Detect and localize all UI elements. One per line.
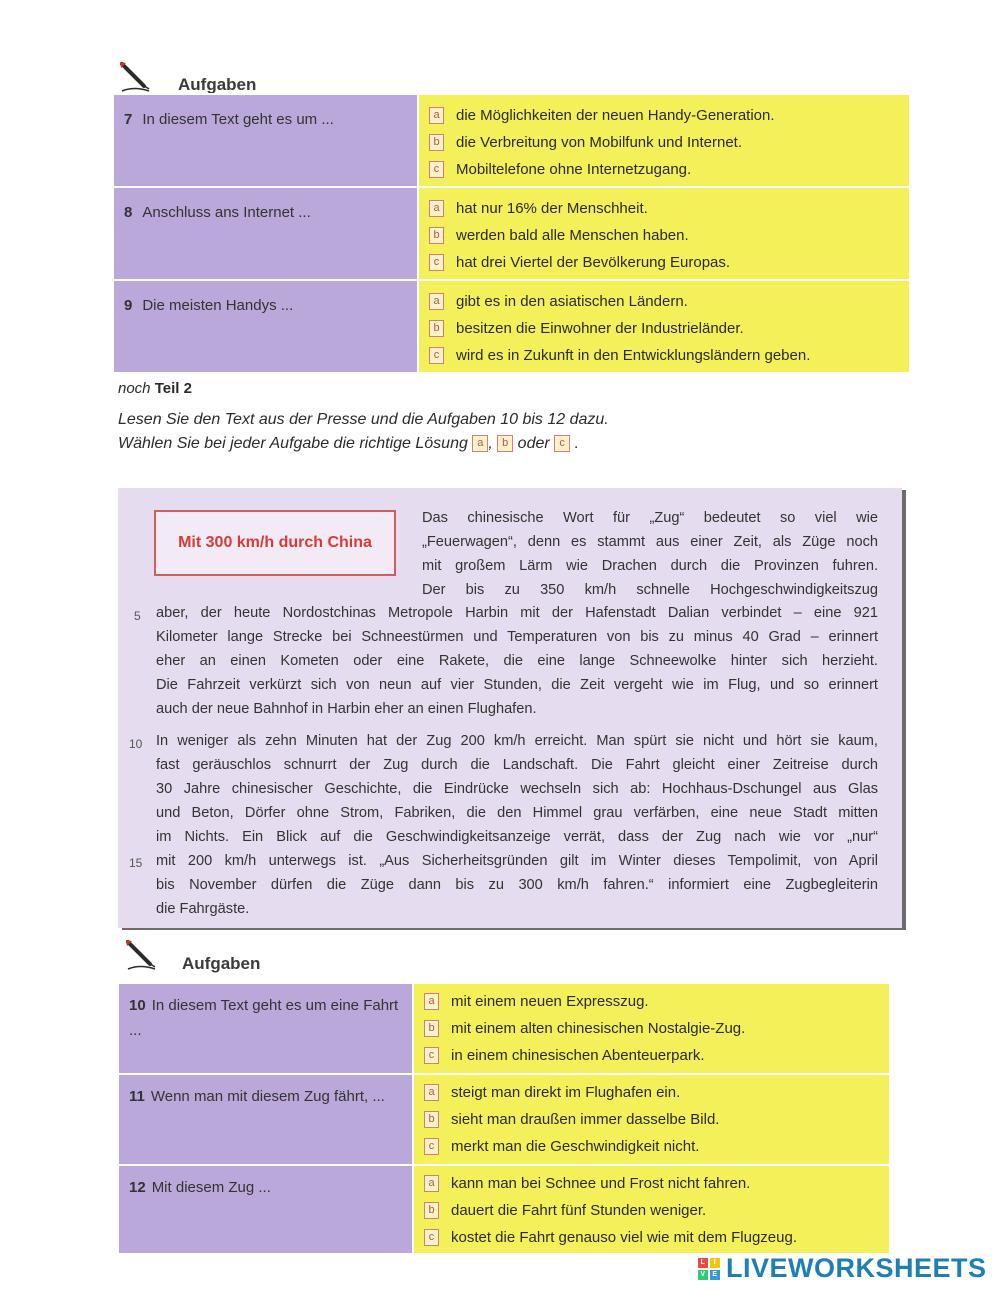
- option-a[interactable]: [429, 195, 899, 222]
- options-cell: [413, 1074, 890, 1165]
- inline-box-a: a: [472, 435, 488, 452]
- instructions-line2: [118, 432, 609, 456]
- teil-label: [118, 380, 192, 397]
- options-cell: [413, 983, 890, 1074]
- option-letter-box[interactable]: b: [429, 227, 444, 244]
- question-text: Anschluss ans Internet ...: [142, 204, 311, 221]
- article-line: aber, der heute Nordostchinas Metropole Harbin mit der Hafenstadt Dalian verbindet – eine 921: [156, 605, 878, 621]
- task-number: 10: [129, 997, 146, 1014]
- article-line: mit 200 km/h unterwegs ist. „Aus Sicherheitsgründen gilt im Winter dieses Tempolimit, von April: [156, 853, 878, 869]
- option-letter-box[interactable]: b: [424, 1202, 439, 1219]
- option-letter-box[interactable]: a: [429, 200, 444, 217]
- option-letter-box[interactable]: b: [424, 1111, 439, 1128]
- article-headline: Mit 300 km/h durch China: [154, 510, 396, 576]
- task-number: 7: [124, 111, 133, 128]
- option-text: in einem chinesischen Abenteuerpark.: [451, 1047, 705, 1064]
- period: .: [574, 435, 580, 452]
- option-letter-box[interactable]: c: [429, 161, 444, 178]
- option-text: die Verbreitung von Mobilfunk und Internet.: [456, 134, 743, 151]
- option-letter-box[interactable]: b: [429, 320, 444, 337]
- option-letter-box[interactable]: c: [424, 1229, 439, 1246]
- task-row: [118, 983, 890, 1074]
- line-number: 5: [134, 609, 141, 623]
- option-text: dauert die Fahrt fünf Stunden weniger.: [451, 1202, 707, 1219]
- option-text: hat drei Viertel der Bevölkerung Europas.: [456, 254, 731, 271]
- option-text: gibt es in den asiatischen Ländern.: [456, 293, 688, 310]
- option-a[interactable]: [429, 102, 899, 129]
- option-letter-box[interactable]: c: [424, 1138, 439, 1155]
- question-cell: [118, 1165, 413, 1254]
- logo-mark-letter: E: [710, 1270, 720, 1280]
- article-line: Kilometer lange Strecke bei Schneestürmen und Temperaturen von bis zu minus 40 Grad – erinnert: [156, 629, 878, 645]
- section2-header: [122, 936, 422, 976]
- section1-title: Aufgaben: [178, 75, 257, 94]
- logo-text: LIVEWORKSHEETS: [726, 1253, 987, 1283]
- question-cell: [118, 1074, 413, 1165]
- article-line: mit großem Lärm wie Drachen durch die Provinzen fuhren.: [422, 558, 878, 574]
- option-letter-box[interactable]: a: [424, 1175, 439, 1192]
- option-b[interactable]: [429, 129, 899, 156]
- option-text: sieht man draußen immer dasselbe Bild.: [451, 1111, 720, 1128]
- article-line: In weniger als zehn Minuten hat der Zug 200 km/h erreicht. Man spürt sie nicht und hört sie kaum,: [156, 733, 878, 749]
- section1-header: [116, 58, 416, 98]
- option-text: mit einem neuen Expresszug.: [451, 993, 649, 1010]
- option-b[interactable]: [424, 1015, 879, 1042]
- option-b[interactable]: [429, 222, 899, 249]
- options-cell: [418, 187, 910, 280]
- option-b[interactable]: [429, 315, 899, 342]
- option-c[interactable]: [424, 1042, 879, 1069]
- options-cell: [418, 280, 910, 373]
- inline-box-b: b: [497, 435, 513, 452]
- article-line: 30 Jahre chinesischer Geschichte, die Eindrücke wechseln sich ab: Hochhaus-Dschungel aus Glas: [156, 781, 878, 797]
- question-cell: [113, 187, 418, 280]
- article-line: bis November dürfen die Züge dann bis zu 300 km/h fahren.“ informiert eine Zugbegleiterin: [156, 877, 878, 893]
- option-letter-box[interactable]: a: [424, 1084, 439, 1101]
- article-line: „Feuerwagen“, denn es stammt aus einer Zeit, als Züge noch: [422, 534, 878, 550]
- article-panel: [118, 488, 902, 928]
- option-c[interactable]: [424, 1224, 879, 1251]
- task-table-2: [117, 982, 891, 1255]
- option-a[interactable]: [424, 1079, 879, 1106]
- option-text: mit einem alten chinesischen Nostalgie-Zug.: [451, 1020, 746, 1037]
- option-b[interactable]: [424, 1106, 879, 1133]
- logo-mark-letter: I: [710, 1258, 720, 1268]
- option-text: merkt man die Geschwindigkeit nicht.: [451, 1138, 700, 1155]
- option-text: kostet die Fahrt genauso viel wie mit dem Flugzeug.: [451, 1229, 798, 1246]
- options-cell: [413, 1165, 890, 1254]
- task-row: [113, 94, 910, 187]
- option-text: wird es in Zukunft in den Entwicklungsländern geben.: [456, 347, 811, 364]
- instructions: [118, 408, 609, 456]
- option-letter-box[interactable]: c: [429, 254, 444, 271]
- article-line: Der bis zu 350 km/h schnelle Hochgeschwindigkeitszug: [422, 582, 878, 598]
- question-text: In diesem Text geht es um ...: [142, 111, 334, 128]
- teil-prefix: noch: [118, 380, 151, 397]
- option-b[interactable]: [424, 1197, 879, 1224]
- option-text: Mobiltelefone ohne Internetzugang.: [456, 161, 692, 178]
- instructions-text: Wählen Sie bei jeder Aufgabe die richtige Lösung: [118, 435, 468, 452]
- option-letter-box[interactable]: c: [424, 1047, 439, 1064]
- option-letter-box[interactable]: a: [429, 293, 444, 310]
- option-a[interactable]: [424, 1170, 879, 1197]
- options-cell: [418, 94, 910, 187]
- line-number: 15: [129, 856, 143, 870]
- article-line: auch der neue Bahnhof in Harbin eher an einen Flughafen.: [156, 701, 537, 717]
- option-letter-box[interactable]: a: [429, 107, 444, 124]
- task-table-1: [112, 93, 911, 374]
- logo-mark-letter: L: [698, 1258, 708, 1268]
- question-text: In diesem Text geht es um eine Fahrt ...: [129, 997, 399, 1039]
- comma: ,: [488, 435, 493, 452]
- article-line: die Fahrgäste.: [156, 901, 250, 917]
- pencil-icon: [122, 936, 158, 972]
- option-c[interactable]: [429, 249, 899, 276]
- option-letter-box[interactable]: a: [424, 993, 439, 1010]
- option-text: besitzen die Einwohner der Industrieländer.: [456, 320, 744, 337]
- task-number: 11: [129, 1088, 145, 1105]
- article-line: eher an einen Kometen oder eine Rakete, die eine lange Schneewolke hinter sich herzieht.: [156, 653, 878, 669]
- article-line: Das chinesische Wort für „Zug“ bedeutet so viel wie: [422, 510, 878, 526]
- task-number: 9: [124, 297, 133, 314]
- instructions-line1: Lesen Sie den Text aus der Presse und die Aufgaben 10 bis 12 dazu.: [118, 411, 609, 428]
- task-row: [113, 187, 910, 280]
- option-text: werden bald alle Menschen haben.: [456, 227, 689, 244]
- question-text: Die meisten Handys ...: [142, 297, 294, 314]
- task-row: [113, 280, 910, 373]
- task-row: [118, 1165, 890, 1254]
- pencil-icon: [116, 58, 152, 94]
- teil-name: Teil 2: [154, 380, 192, 397]
- article-line: im Nichts. Ein Blick auf die Geschwindigkeitsanzeige verrät, dass der Zug nach wie vor „nur“: [156, 829, 878, 845]
- task-number: 8: [124, 204, 133, 221]
- option-letter-box[interactable]: b: [429, 134, 444, 151]
- liveworksheets-logo: [698, 1253, 987, 1284]
- logo-mark-icon: [698, 1258, 720, 1280]
- line-number: 10: [129, 737, 143, 751]
- option-text: die Möglichkeiten der neuen Handy-Generation.: [456, 107, 775, 124]
- option-text: steigt man direkt im Flughafen ein.: [451, 1084, 681, 1101]
- question-cell: [118, 983, 413, 1074]
- or-word: oder: [517, 435, 550, 452]
- article-line: Die Fahrzeit verkürzt sich von neun auf vier Stunden, die Zeit vergeht wie im Flug, und so erinnert: [156, 677, 878, 693]
- question-text: Wenn man mit diesem Zug fährt, ...: [150, 1088, 385, 1105]
- article-line: fast geräuschlos schnurrt der Zug durch die Landschaft. Die Fahrt gleicht einer Zeitreise durch: [156, 757, 878, 773]
- option-a[interactable]: [429, 288, 899, 315]
- article-line: und Beton, Dörfer ohne Strom, Fabriken, die den Himmel grau verfärben, eine neue Stadt mitten: [156, 805, 878, 821]
- section2-title: Aufgaben: [182, 954, 261, 973]
- question-text: Mit diesem Zug ...: [151, 1179, 271, 1196]
- option-letter-box[interactable]: c: [429, 347, 444, 364]
- option-letter-box[interactable]: b: [424, 1020, 439, 1037]
- task-number: 12: [129, 1179, 146, 1196]
- option-c[interactable]: [429, 342, 899, 369]
- question-cell: [113, 94, 418, 187]
- option-c[interactable]: [429, 156, 899, 183]
- logo-mark-letter: V: [698, 1270, 708, 1280]
- option-a[interactable]: [424, 988, 879, 1015]
- task-row: [118, 1074, 890, 1165]
- option-c[interactable]: [424, 1133, 879, 1160]
- question-cell: [113, 280, 418, 373]
- option-text: kann man bei Schnee und Frost nicht fahren.: [451, 1175, 751, 1192]
- option-text: hat nur 16% der Menschheit.: [456, 200, 648, 217]
- inline-box-c: c: [554, 435, 570, 452]
